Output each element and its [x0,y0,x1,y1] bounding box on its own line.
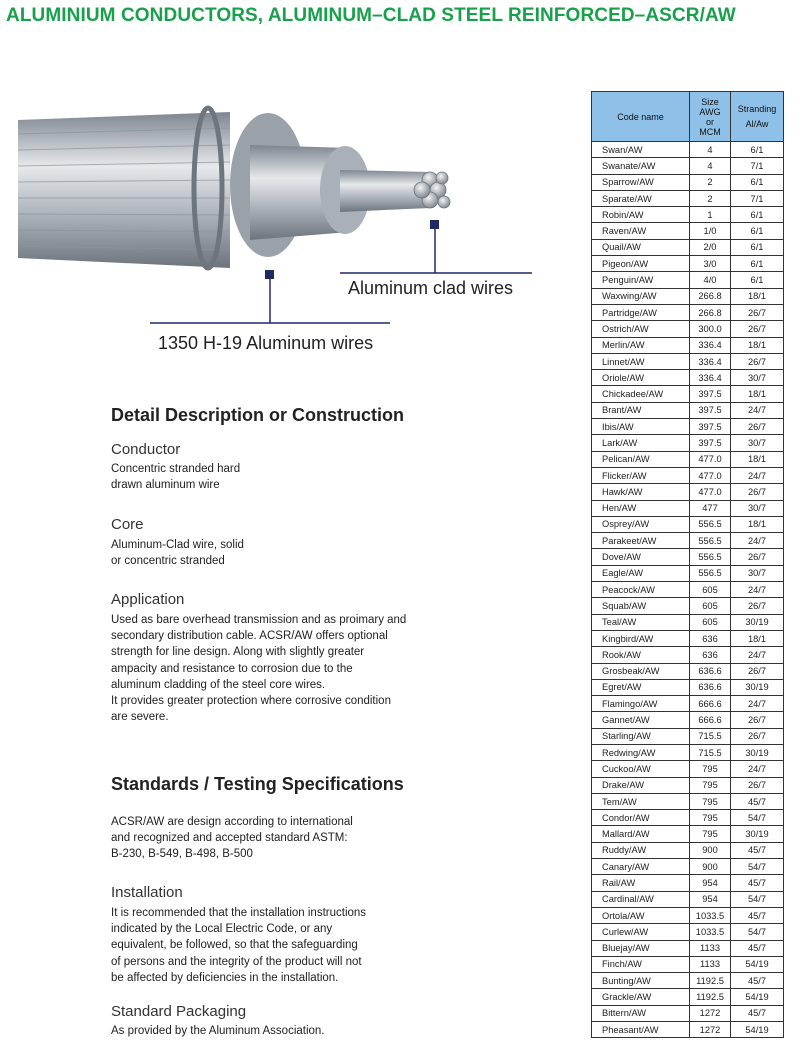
table-row [592,516,784,532]
cell-stranding: 26/7 [731,598,784,614]
cell-code-name: Robin/AW [592,207,690,223]
table-row [592,158,784,174]
cell-code-name: Flamingo/AW [592,696,690,712]
header-stranding: Stranding Al/Aw [731,92,784,142]
application-title: Application [111,591,185,608]
cell-size: 397.5 [690,386,731,402]
table-row [592,810,784,826]
packaging-text: As provided by the Aluminum Association. [111,1025,325,1037]
table-row [592,321,784,337]
cell-size: 715.5 [690,744,731,760]
table-row [592,272,784,288]
cell-size: 556.5 [690,516,731,532]
cell-code-name: Ruddy/AW [592,842,690,858]
cell-code-name: Tem/AW [592,793,690,809]
cell-stranding: 26/7 [731,777,784,793]
cell-code-name: Pelican/AW [592,451,690,467]
cell-code-name: Penguin/AW [592,272,690,288]
cell-size: 1272 [690,1022,731,1038]
table-row [592,484,784,500]
cell-stranding: 30/7 [731,435,784,451]
table-row [592,1005,784,1021]
cell-size: 2 [690,174,731,190]
cell-code-name: Redwing/AW [592,744,690,760]
table-row [592,744,784,760]
cell-stranding: 26/7 [731,484,784,500]
cell-size: 266.8 [690,288,731,304]
table-row [592,989,784,1005]
table-row [592,842,784,858]
table-row [592,793,784,809]
cell-size: 477.0 [690,467,731,483]
cell-code-name: Partridge/AW [592,304,690,320]
cell-size: 636 [690,630,731,646]
cell-size: 795 [690,761,731,777]
cell-size: 1272 [690,1005,731,1021]
cell-size: 556.5 [690,565,731,581]
cell-size: 636 [690,647,731,663]
cell-size: 715.5 [690,728,731,744]
cell-stranding: 26/7 [731,728,784,744]
table-row [592,761,784,777]
table-row [592,304,784,320]
cell-stranding: 30/19 [731,614,784,630]
cell-size: 397.5 [690,419,731,435]
cell-size: 666.6 [690,696,731,712]
cell-code-name: Gannet/AW [592,712,690,728]
table-row [592,924,784,940]
cell-stranding: 54/7 [731,810,784,826]
cell-size: 795 [690,826,731,842]
cell-size: 300.0 [690,321,731,337]
cell-stranding: 18/1 [731,630,784,646]
table-row [592,142,784,158]
table-row [592,826,784,842]
table-row [592,207,784,223]
cell-code-name: Cardinal/AW [592,891,690,907]
cell-code-name: Starling/AW [592,728,690,744]
table-row [592,973,784,989]
table-row [592,647,784,663]
cell-code-name: Quail/AW [592,239,690,255]
table-row [592,598,784,614]
table-row [592,353,784,369]
cell-stranding: 30/19 [731,744,784,760]
cell-size: 1192.5 [690,973,731,989]
cell-size: 556.5 [690,533,731,549]
cell-code-name: Raven/AW [592,223,690,239]
cell-stranding: 54/7 [731,859,784,875]
cell-stranding: 26/7 [731,549,784,565]
cell-code-name: Swanate/AW [592,158,690,174]
cell-size: 636.6 [690,679,731,695]
table-row [592,288,784,304]
table-row [592,467,784,483]
table-row [592,777,784,793]
cell-size: 397.5 [690,435,731,451]
cell-code-name: Peacock/AW [592,582,690,598]
cell-code-name: Eagle/AW [592,565,690,581]
cell-size: 666.6 [690,712,731,728]
cell-stranding: 54/19 [731,989,784,1005]
installation-title: Installation [111,884,183,901]
cell-code-name: Drake/AW [592,777,690,793]
cell-size: 477.0 [690,451,731,467]
cell-size: 3/0 [690,256,731,272]
table-row [592,370,784,386]
cell-stranding: 26/7 [731,419,784,435]
cell-stranding: 45/7 [731,973,784,989]
cell-stranding: 30/19 [731,826,784,842]
cell-stranding: 24/7 [731,696,784,712]
cell-stranding: 6/1 [731,207,784,223]
cell-stranding: 45/7 [731,1005,784,1021]
cell-size: 1133 [690,956,731,972]
table-row [592,728,784,744]
cell-code-name: Teal/AW [592,614,690,630]
cell-size: 1033.5 [690,924,731,940]
cell-code-name: Swan/AW [592,142,690,158]
cell-stranding: 18/1 [731,386,784,402]
table-row [592,174,784,190]
table-row [592,190,784,206]
cell-code-name: Mallard/AW [592,826,690,842]
cell-code-name: Dove/AW [592,549,690,565]
cell-code-name: Merlin/AW [592,337,690,353]
conductor-title: Conductor [111,441,181,458]
cell-stranding: 24/7 [731,533,784,549]
cell-size: 605 [690,614,731,630]
table-row [592,451,784,467]
cell-size: 556.5 [690,549,731,565]
table-row [592,565,784,581]
cell-code-name: Grackle/AW [592,989,690,1005]
cell-code-name: Brant/AW [592,402,690,418]
table-row [592,549,784,565]
cell-stranding: 26/7 [731,321,784,337]
cell-size: 4 [690,142,731,158]
cell-stranding: 54/7 [731,891,784,907]
cell-code-name: Hawk/AW [592,484,690,500]
cell-size: 1 [690,207,731,223]
cell-stranding: 7/1 [731,190,784,206]
cell-code-name: Waxwing/AW [592,288,690,304]
table-row [592,239,784,255]
cell-code-name: Egret/AW [592,679,690,695]
cell-code-name: Hen/AW [592,500,690,516]
cell-code-name: Bluejay/AW [592,940,690,956]
table-row [592,907,784,923]
table-header-row [592,92,784,142]
cell-stranding: 54/7 [731,924,784,940]
core-text: Aluminum-Clad wire, solid or concentric stranded [111,539,244,568]
cell-size: 900 [690,859,731,875]
cell-code-name: Rook/AW [592,647,690,663]
cell-code-name: Bittern/AW [592,1005,690,1021]
cell-stranding: 24/7 [731,402,784,418]
cell-size: 795 [690,793,731,809]
cell-stranding: 26/7 [731,304,784,320]
table-row [592,956,784,972]
cell-size: 336.4 [690,337,731,353]
conductor-text: Concentric stranded hard drawn aluminum wire [111,463,241,492]
table-row [592,582,784,598]
cell-stranding: 18/1 [731,337,784,353]
table-row [592,223,784,239]
table-row [592,337,784,353]
table-row [592,712,784,728]
cell-code-name: Bunting/AW [592,973,690,989]
cell-stranding: 54/19 [731,1022,784,1038]
cell-size: 605 [690,582,731,598]
cell-size: 2 [690,190,731,206]
cell-code-name: Chickadee/AW [592,386,690,402]
cell-code-name: Finch/AW [592,956,690,972]
cell-stranding: 26/7 [731,712,784,728]
cell-stranding: 26/7 [731,663,784,679]
cell-size: 336.4 [690,370,731,386]
cell-stranding: 54/19 [731,956,784,972]
standards-heading: Standards / Testing Specifications [111,774,404,794]
header-code-name: Code name [592,92,690,142]
cell-code-name: Squab/AW [592,598,690,614]
cell-stranding: 18/1 [731,516,784,532]
cell-stranding: 6/1 [731,223,784,239]
cell-size: 1192.5 [690,989,731,1005]
cell-code-name: Flicker/AW [592,467,690,483]
cell-stranding: 30/7 [731,565,784,581]
cell-stranding: 7/1 [731,158,784,174]
cell-stranding: 45/7 [731,793,784,809]
table-row [592,256,784,272]
table-row [592,663,784,679]
packaging-title: Standard Packaging [111,1003,247,1020]
cell-stranding: 45/7 [731,940,784,956]
cell-stranding: 6/1 [731,142,784,158]
table-row [592,500,784,516]
cell-stranding: 45/7 [731,842,784,858]
cell-size: 266.8 [690,304,731,320]
table-row [592,614,784,630]
standards-text: ACSR/AW are design according to international and recognized and accepted standard ASTM: B-230, B-549, B-498, B-500 [111,816,353,861]
cell-size: 4 [690,158,731,174]
cell-code-name: Pigeon/AW [592,256,690,272]
table-row [592,419,784,435]
cell-size: 636.6 [690,663,731,679]
table-row [592,679,784,695]
spec-table [591,91,784,1038]
cell-code-name: Sparrow/AW [592,174,690,190]
cell-code-name: Grosbeak/AW [592,663,690,679]
cable-illustration [0,90,560,370]
aluminum-wires-label: 1350 H-19 Aluminum wires [158,333,374,353]
cell-size: 954 [690,891,731,907]
page-title: ALUMINIUM CONDUCTORS, ALUMINUM–CLAD STEEL REINFORCED–ASCR/AW [6,5,736,26]
cell-stranding: 6/1 [731,272,784,288]
cell-size: 4/0 [690,272,731,288]
cell-stranding: 24/7 [731,761,784,777]
cell-size: 1033.5 [690,907,731,923]
cell-code-name: Linnet/AW [592,353,690,369]
header-size: Size AWG or MCM [690,92,731,142]
table-row [592,1022,784,1038]
cell-stranding: 30/7 [731,370,784,386]
cell-stranding: 45/7 [731,875,784,891]
detail-heading: Detail Description or Construction [111,405,405,425]
table-row [592,402,784,418]
table-row [592,533,784,549]
cell-code-name: Curlew/AW [592,924,690,940]
cell-code-name: Ostrich/AW [592,321,690,337]
cell-stranding: 6/1 [731,256,784,272]
cell-code-name: Kingbird/AW [592,630,690,646]
table-row [592,859,784,875]
cell-size: 795 [690,810,731,826]
table-row [592,630,784,646]
cell-stranding: 24/7 [731,582,784,598]
cell-size: 336.4 [690,353,731,369]
table-row [592,875,784,891]
table-row [592,696,784,712]
application-text: Used as bare overhead transmission and as proimary and secondary distribution cable. ACSR/AW offers optional strength for line design. Along with slightly greater ampacity and resistance to corrosion due to the aluminum cladding of the steel core wires. It provides greater protection where corrosive condition are severe. [111,614,407,724]
cell-code-name: Canary/AW [592,859,690,875]
cell-stranding: 6/1 [731,174,784,190]
cell-size: 605 [690,598,731,614]
cell-stranding: 26/7 [731,353,784,369]
cell-size: 900 [690,842,731,858]
cell-code-name: Condor/AW [592,810,690,826]
cell-code-name: Sparate/AW [592,190,690,206]
cell-stranding: 45/7 [731,907,784,923]
cell-code-name: Ortola/AW [592,907,690,923]
installation-text: It is recommended that the installation instructions indicated by the Local Electric Code, or any equivalent, be followed, so that the safeguarding of persons and the integrity of the product will not be affected by deficiencies in the installation. [111,907,367,984]
cell-size: 1/0 [690,223,731,239]
cell-code-name: Osprey/AW [592,516,690,532]
cell-stranding: 18/1 [731,288,784,304]
table-row [592,435,784,451]
cell-stranding: 18/1 [731,451,784,467]
cell-size: 954 [690,875,731,891]
cell-code-name: Ibis/AW [592,419,690,435]
table-row [592,386,784,402]
cell-size: 397.5 [690,402,731,418]
cell-code-name: Lark/AW [592,435,690,451]
aluminum-clad-label: Aluminum clad wires [348,278,514,298]
cell-code-name: Parakeet/AW [592,533,690,549]
cell-code-name: Pheasant/AW [592,1022,690,1038]
cell-code-name: Rail/AW [592,875,690,891]
cell-stranding: 6/1 [731,239,784,255]
cell-size: 477.0 [690,484,731,500]
table-row [592,940,784,956]
cell-size: 795 [690,777,731,793]
cell-size: 477 [690,500,731,516]
cell-size: 1133 [690,940,731,956]
cell-stranding: 24/7 [731,647,784,663]
cell-stranding: 24/7 [731,467,784,483]
cell-code-name: Cuckoo/AW [592,761,690,777]
cell-code-name: Oriole/AW [592,370,690,386]
cell-stranding: 30/19 [731,679,784,695]
cell-stranding: 30/7 [731,500,784,516]
cell-size: 2/0 [690,239,731,255]
core-title: Core [111,516,144,533]
table-row [592,891,784,907]
